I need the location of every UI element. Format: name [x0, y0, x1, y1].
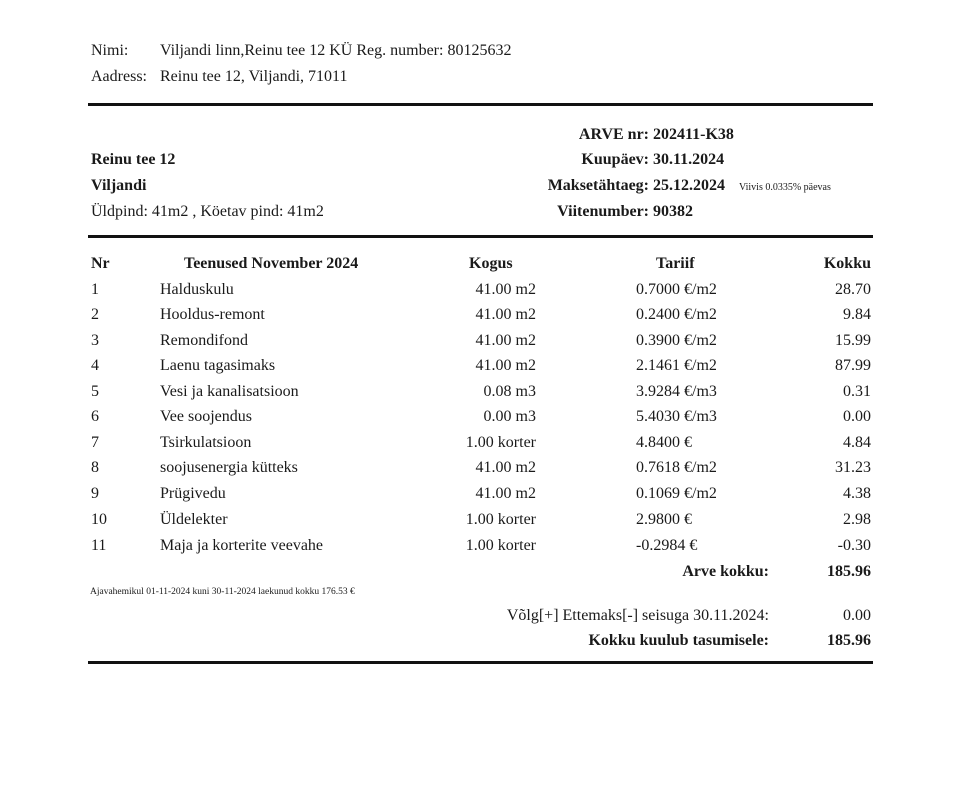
- invoice-date-value: 30.11.2024: [653, 151, 725, 168]
- table-row: [0, 383, 963, 409]
- owner-address-value: Reinu tee 12, Viljandi, 71011: [160, 68, 348, 85]
- row-total: 87.99: [835, 357, 871, 374]
- row-total: 2.98: [843, 511, 871, 528]
- row-nr: 8: [91, 459, 99, 476]
- invoice-total-value: 185.96: [827, 563, 871, 580]
- row-quantity: 0.00 m3: [483, 408, 536, 425]
- row-quantity: 41.00 m2: [475, 281, 536, 298]
- table-row: [0, 459, 963, 485]
- top-divider: [88, 103, 873, 106]
- row-service: Halduskulu: [160, 281, 234, 298]
- table-row: [0, 408, 963, 434]
- header-nr: Nr: [91, 255, 110, 272]
- header-tariff: Tariif: [656, 255, 695, 272]
- row-service: Laenu tagasimaks: [160, 357, 276, 374]
- row-nr: 5: [91, 383, 99, 400]
- table-row: [0, 511, 963, 537]
- row-total: 9.84: [843, 306, 871, 323]
- row-tariff: -0.2984 €: [636, 537, 698, 554]
- row-quantity: 1.00 korter: [465, 537, 536, 554]
- invoice-due-value: 25.12.2024: [653, 177, 725, 194]
- invoice-total-label: Arve kokku:: [682, 563, 769, 580]
- row-nr: 11: [91, 537, 107, 554]
- row-service: Remondifond: [160, 332, 248, 349]
- row-nr: 3: [91, 332, 99, 349]
- row-nr: 7: [91, 434, 99, 451]
- row-tariff: 2.9800 €: [636, 511, 692, 528]
- row-tariff: 0.3900 €/m2: [636, 332, 717, 349]
- owner-address-label: Aadress:: [91, 68, 147, 85]
- row-nr: 1: [91, 281, 99, 298]
- row-total: 15.99: [835, 332, 871, 349]
- table-row: [0, 332, 963, 358]
- row-service: Hooldus-remont: [160, 306, 265, 323]
- row-tariff: 2.1461 €/m2: [636, 357, 717, 374]
- recipient-city: Viljandi: [91, 177, 147, 194]
- table-top-divider: [88, 235, 873, 238]
- row-total: 0.00: [843, 408, 871, 425]
- row-tariff: 0.2400 €/m2: [636, 306, 717, 323]
- row-nr: 9: [91, 485, 99, 502]
- invoice-ref-value: 90382: [653, 203, 693, 220]
- table-row: [0, 434, 963, 460]
- bottom-divider: [88, 661, 873, 664]
- table-header: [0, 255, 963, 281]
- row-tariff: 4.8400 €: [636, 434, 692, 451]
- row-nr: 10: [91, 511, 107, 528]
- row-total: -0.30: [837, 537, 871, 554]
- row-nr: 4: [91, 357, 99, 374]
- header-quantity: Kogus: [469, 255, 513, 272]
- invoice-number-label: ARVE nr:: [578, 126, 649, 143]
- row-quantity: 41.00 m2: [475, 357, 536, 374]
- row-total: 0.31: [843, 383, 871, 400]
- row-tariff: 0.7618 €/m2: [636, 459, 717, 476]
- row-service: Vee soojendus: [160, 408, 252, 425]
- row-total: 28.70: [835, 281, 871, 298]
- row-quantity: 1.00 korter: [465, 511, 536, 528]
- owner-name-label: Nimi:: [91, 42, 129, 59]
- table-row: [0, 537, 963, 563]
- owner-name-value: Viljandi linn,Reinu tee 12 KÜ Reg. number: 80125632: [160, 42, 512, 59]
- invoice-due-label: Maksetähtaeg:: [547, 177, 649, 194]
- row-service: Üldelekter: [160, 511, 228, 528]
- row-quantity: 41.00 m2: [475, 306, 536, 323]
- table-row: [0, 281, 963, 307]
- header-service: Teenused November 2024: [184, 255, 359, 272]
- table-row: [0, 357, 963, 383]
- row-quantity: 1.00 korter: [465, 434, 536, 451]
- row-quantity: 41.00 m2: [475, 459, 536, 476]
- row-tariff: 0.7000 €/m2: [636, 281, 717, 298]
- row-service: Prügivedu: [160, 485, 226, 502]
- row-quantity: 41.00 m2: [475, 332, 536, 349]
- recipient-area: Üldpind: 41m2 , Köetav pind: 41m2: [91, 203, 324, 220]
- row-total: 4.84: [843, 434, 871, 451]
- row-service: Tsirkulatsioon: [160, 434, 252, 451]
- row-tariff: 5.4030 €/m3: [636, 408, 717, 425]
- header-total: Kokku: [823, 255, 871, 272]
- received-note: Ajavahemikul 01-11-2024 kuni 30-11-2024 laekunud kokku 176.53 €: [90, 587, 355, 597]
- balance-value: 0.00: [843, 607, 871, 624]
- row-quantity: 41.00 m2: [475, 485, 536, 502]
- row-tariff: 0.1069 €/m2: [636, 485, 717, 502]
- row-nr: 6: [91, 408, 99, 425]
- payable-value: 185.96: [827, 632, 871, 649]
- table-row: [0, 485, 963, 511]
- recipient-street: Reinu tee 12: [91, 151, 176, 168]
- row-service: Maja ja korterite veevahe: [160, 537, 324, 554]
- row-tariff: 3.9284 €/m3: [636, 383, 717, 400]
- balance-label: Võlg[+] Ettemaks[-] seisuga 30.11.2024:: [506, 607, 769, 624]
- invoice-date-label: Kuupäev:: [581, 151, 649, 168]
- row-nr: 2: [91, 306, 99, 323]
- row-total: 31.23: [835, 459, 871, 476]
- table-row: [0, 306, 963, 332]
- row-quantity: 0.08 m3: [483, 383, 536, 400]
- row-service: Vesi ja kanalisatsioon: [160, 383, 299, 400]
- invoice-ref-label: Viitenumber:: [557, 203, 649, 220]
- row-service: soojusenergia kütteks: [160, 459, 298, 476]
- invoice-penalty-note: Viivis 0.0335% päevas: [739, 182, 831, 193]
- payable-label: Kokku kuulub tasumisele:: [588, 632, 769, 649]
- invoice-number-value: 202411-K38: [653, 126, 734, 143]
- row-total: 4.38: [843, 485, 871, 502]
